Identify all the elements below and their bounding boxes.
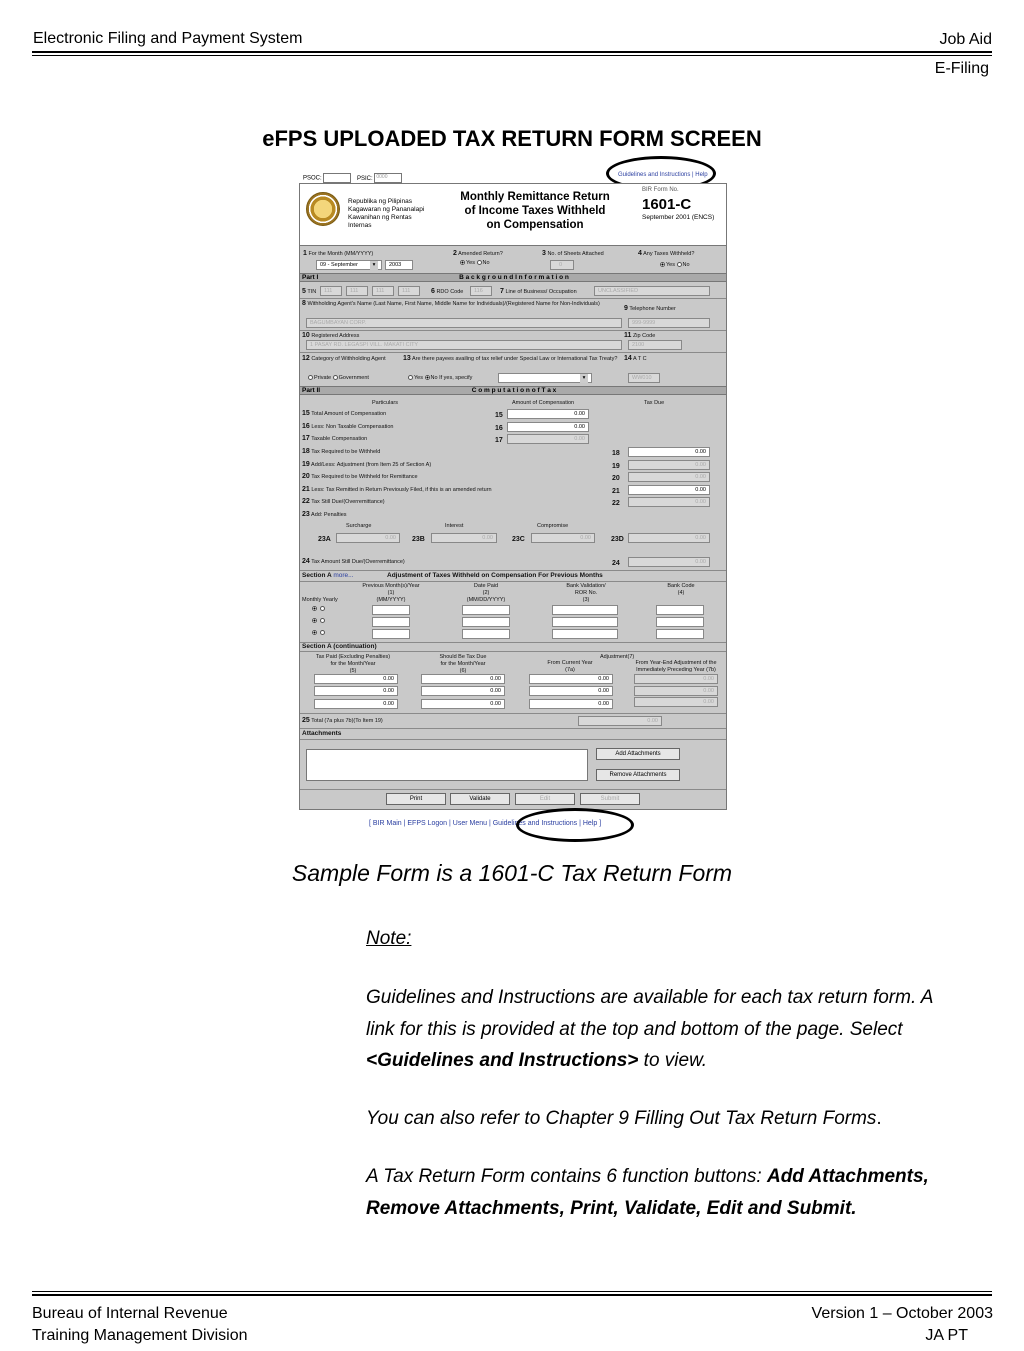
radio-icon[interactable]	[312, 606, 317, 611]
radio-icon[interactable]	[408, 375, 413, 380]
agency-line: Republika ng Pilipinas	[348, 198, 412, 205]
remittance-field[interactable]: 0.00	[628, 472, 710, 482]
form-caption: Sample Form is a 1601-C Tax Return Form	[291, 860, 733, 886]
taxable-field[interactable]: 0.00	[507, 434, 589, 444]
divider	[300, 570, 727, 571]
zip-label: Zip Code	[632, 333, 656, 339]
divider	[300, 713, 727, 714]
item-number: 21	[302, 486, 310, 493]
col-text: (5)	[349, 668, 357, 674]
item-number: 20	[302, 473, 310, 480]
radio-icon[interactable]	[477, 260, 482, 265]
note-paragraph-guidelines	[366, 982, 966, 1077]
sheets-label: No. of Sheets Attached	[547, 251, 604, 257]
col-text: (MM/YYYY)	[376, 597, 406, 603]
item-text: Tax Required to be Withheld for Remittance	[311, 474, 418, 480]
para-text: .	[876, 1108, 882, 1129]
col-text: Previous Month(s)/Year	[362, 583, 420, 589]
item-number: 25	[302, 717, 310, 724]
item25-label	[302, 717, 383, 725]
col-text: for the Month/Year	[440, 661, 486, 667]
phone-field[interactable]: 999-9999	[628, 318, 710, 328]
amended-radios[interactable]	[460, 260, 490, 267]
agent-label: Withholding Agent's Name (Last Name, First Name, Middle Name for Individuals)/(Registered Name for Non-Individuals)	[307, 301, 600, 307]
bank-validation-field[interactable]	[552, 605, 618, 615]
radio-icon[interactable]	[677, 262, 682, 267]
col-text: Date Paid	[473, 583, 499, 589]
year-end-field[interactable]: 0.00	[634, 686, 718, 696]
footer-division: Training Management Division	[32, 1327, 248, 1344]
item-number: 18	[302, 448, 310, 455]
category-label: Category of Withholding Agent	[311, 356, 386, 362]
item2-label: 2 Amended Return?	[453, 250, 503, 257]
col-date-paid	[460, 583, 512, 604]
radio-icon[interactable]	[308, 375, 313, 380]
note-paragraph-chapter	[366, 1103, 1006, 1135]
attachments-list[interactable]	[306, 749, 588, 781]
agency-line: Kawanihan ng Rentas	[348, 214, 412, 221]
bir-seal-icon	[306, 192, 340, 226]
psoc-field[interactable]	[323, 173, 351, 183]
chevron-down-icon[interactable]: ▾	[580, 374, 588, 383]
non-taxable-field[interactable]: 0.00	[507, 422, 589, 432]
agent-name-field[interactable]: BAGUMBAYAN CORP.	[306, 318, 622, 328]
col-text: (MM/DD/YYYY)	[466, 597, 506, 603]
atc-label: A T C	[633, 356, 647, 362]
no-label: No	[430, 375, 438, 381]
if-yes-label: If yes, specify	[439, 375, 473, 381]
edit-button[interactable]: Edit	[515, 793, 575, 805]
para-text: You can also refer to Chapter 9 Filling Out Tax Return Forms	[366, 1108, 877, 1129]
item9-label: 9 Telephone Number	[624, 305, 676, 312]
radio-icon[interactable]	[460, 260, 465, 265]
item-text: Taxable Compensation	[311, 436, 368, 442]
surcharge-field[interactable]: 0.00	[336, 533, 400, 543]
agency-line: Kagawaran ng Pananalapi	[348, 206, 425, 213]
rdo-field[interactable]: 116	[470, 286, 492, 296]
bank-validation-field[interactable]	[552, 629, 618, 639]
business-label: Line of Business/ Occupation	[505, 289, 577, 295]
month-value: 09 - September	[320, 262, 358, 268]
address-label: Registered Address	[311, 333, 360, 339]
ref-20: 20	[612, 475, 620, 482]
previously-remitted-field[interactable]: 0.00	[628, 485, 710, 495]
item13-label: 13 Are there payees availing of tax relief under Special Law or International Tax Treaty?	[403, 355, 618, 362]
phone-label: Telephone Number	[629, 306, 676, 312]
treaty-label: Are there payees availing of tax relief under Special Law or International Tax Treaty?	[412, 356, 618, 362]
remove-attachments-button[interactable]: Remove Attachments	[596, 769, 680, 781]
add-attachments-button[interactable]: Add Attachments	[596, 748, 680, 760]
divider	[300, 739, 727, 740]
period-radios[interactable]	[312, 630, 326, 637]
footer-org: Bureau of Internal Revenue	[32, 1305, 228, 1322]
tax-return-form	[299, 183, 727, 810]
item21-label	[302, 486, 492, 494]
part1-title: B a c k g r o u n d I n f o r m a t i o n	[459, 274, 569, 281]
no-label: No	[482, 260, 490, 266]
bank-code-field[interactable]	[656, 629, 704, 639]
item12-label: 12 Category of Withholding Agent	[302, 355, 386, 362]
compromise-field[interactable]: 0.00	[531, 533, 595, 543]
col-text: (1)	[387, 590, 395, 596]
business-field[interactable]: UNCLASSIFIED	[594, 286, 710, 296]
total-adjustment-field[interactable]: 0.00	[578, 716, 662, 726]
part1-bar	[300, 273, 727, 282]
col-tax-paid	[308, 654, 398, 675]
divider	[300, 352, 727, 353]
item1-label: 1 For the Month (MM/YYYY)	[303, 250, 374, 257]
item-text: Tax Amount Still Due/(Overremittance)	[311, 559, 405, 565]
item19-label	[302, 461, 431, 469]
category-radios[interactable]	[308, 375, 369, 382]
total-penalties-field[interactable]: 0.00	[628, 533, 710, 543]
taxes-withheld-label: Any Taxes Withheld?	[643, 251, 695, 257]
col-tax-due: Tax Due	[644, 400, 665, 406]
tin-field-2[interactable]: 111	[346, 286, 368, 296]
ref-23c: 23C	[512, 536, 525, 543]
year-end-field[interactable]: 0.00	[634, 674, 718, 684]
print-button[interactable]: Print	[386, 793, 446, 805]
divider	[300, 651, 727, 652]
item5-label: 5 TIN	[302, 288, 317, 295]
page-title: eFPS UPLOADED TAX RETURN FORM SCREEN	[262, 126, 762, 151]
col-text: for the Month/Year	[330, 661, 376, 667]
footer-code: JA PT	[925, 1327, 968, 1344]
radio-icon[interactable]	[333, 375, 338, 380]
month-select[interactable]	[316, 260, 382, 270]
col-text: Tax Paid (Excluding Penalties)	[315, 654, 391, 660]
header-rule-thin	[32, 55, 992, 56]
radio-icon[interactable]	[320, 606, 325, 611]
item6-label: 6 RDO Code	[431, 288, 464, 295]
note-paragraph-buttons	[366, 1161, 946, 1224]
item24-label	[302, 558, 405, 566]
tin-field-4[interactable]: 111	[398, 286, 420, 296]
item-text: Less: Non Taxable Compensation	[311, 424, 394, 430]
part2-title: C o m p u t a t i o n o f T a x	[471, 387, 557, 394]
atc-field[interactable]: WW010	[628, 373, 660, 383]
col-text: Bank Code	[667, 583, 695, 589]
zip-field[interactable]: 2100	[628, 340, 682, 350]
year-field[interactable]: 2003	[385, 260, 413, 270]
radio-icon[interactable]	[312, 630, 317, 635]
radio-icon[interactable]	[660, 262, 665, 267]
col-text: Bank Validation/	[566, 583, 606, 589]
agency-line: Internas	[348, 222, 372, 229]
ref-18: 18	[612, 450, 620, 457]
item20-label	[302, 473, 418, 481]
item11-label: 11 Zip Code	[624, 332, 656, 339]
footer-version: Version 1 – October 2003	[811, 1305, 993, 1322]
item14-label: 14 A T C	[624, 355, 647, 362]
form-header	[300, 184, 727, 246]
col-text: (4)	[677, 590, 685, 596]
ref-17: 17	[495, 437, 503, 444]
para-emphasis: Add Attachments, Remove Attachments, Print, Validate, Edit and Submit.	[366, 1166, 929, 1219]
date-paid-field[interactable]	[462, 605, 510, 615]
item16-label	[302, 423, 393, 431]
ref-24: 24	[612, 560, 620, 567]
footer-rule	[32, 1294, 992, 1296]
yes-label: Yes	[666, 262, 675, 268]
yes-label: Yes	[414, 375, 423, 381]
should-be-tax-field[interactable]: 0.00	[421, 686, 505, 696]
item-text: Tax Still Due/(Overremittance)	[311, 499, 385, 505]
psic-field[interactable]: 0000	[374, 173, 402, 183]
monthly-yearly-label: Monthly Yearly	[302, 597, 338, 603]
part1-label: Part I	[302, 274, 319, 281]
item3-label: 3 No. of Sheets Attached	[542, 250, 604, 257]
col-text: From Year-End Adjustment of the	[635, 660, 717, 666]
should-be-tax-field[interactable]: 0.00	[421, 699, 505, 709]
radio-icon[interactable]	[425, 375, 430, 380]
psic-label: PSIC:	[357, 175, 373, 182]
date-paid-field[interactable]	[462, 617, 510, 627]
section-a-more-link[interactable]: more...	[333, 572, 354, 579]
item-number: 19	[302, 461, 310, 468]
interest-label: Interest	[445, 523, 464, 529]
item-text: Total Amount of Compensation	[311, 411, 387, 417]
item15-label	[302, 410, 386, 418]
address-field[interactable]: 1 PASAY RD. LEGASPI VILL. MAKATI CITY	[306, 340, 622, 350]
interest-field[interactable]: 0.00	[431, 533, 497, 543]
ref-23a: 23A	[318, 536, 331, 543]
para-text: Guidelines and Instructions are available for each tax return form. A link for this is provided at the top and bottom of the page. Select	[366, 987, 933, 1040]
tax-paid-field[interactable]: 0.00	[314, 699, 398, 709]
item-text: Tax Required to be Withheld	[311, 449, 381, 455]
col-text: ROR No.	[574, 590, 598, 596]
item4-label: 4 Any Taxes Withheld?	[638, 250, 695, 257]
header-job-aid: Job Aid	[939, 31, 992, 48]
col-text: Should Be Tax Due	[439, 654, 487, 660]
attachments-label: Attachments	[302, 730, 342, 737]
current-year-field[interactable]: 0.00	[529, 674, 613, 684]
no-label: No	[682, 262, 690, 268]
part2-label: Part II	[302, 387, 321, 394]
item23-label: 23 Add: Penalties	[302, 511, 347, 518]
para-text: A Tax Return Form contains 6 function buttons:	[366, 1166, 767, 1187]
prev-month-field[interactable]	[372, 605, 410, 615]
col-bank-validation	[554, 583, 618, 604]
chevron-down-icon[interactable]: ▾	[370, 261, 378, 270]
compensation-total-field[interactable]: 0.00	[507, 409, 589, 419]
surcharge-label: Surcharge	[346, 523, 372, 529]
tin-field-1[interactable]: 111	[320, 286, 342, 296]
note-heading: Note:	[366, 928, 412, 949]
item-number: 16	[302, 423, 310, 430]
item18-label	[302, 448, 380, 456]
radio-icon[interactable]	[320, 630, 325, 635]
treaty-radios[interactable]	[408, 375, 472, 382]
month-label: For the Month (MM/YYYY)	[308, 251, 374, 257]
section-a-rows	[300, 605, 727, 645]
withheld-radios[interactable]	[660, 262, 690, 269]
validate-button[interactable]: Validate	[450, 793, 510, 805]
item-number: 15	[302, 410, 310, 417]
header-e-filing: E-Filing	[934, 60, 989, 77]
item-text: Add/Less: Adjustment (from Item 25 of Section A)	[311, 462, 432, 468]
divider	[300, 728, 727, 729]
item-text: Less: Tax Remitted in Return Previously Filed, if this is an amended return	[311, 487, 492, 493]
bank-code-field[interactable]	[656, 617, 704, 627]
penalties-label: Add: Penalties	[311, 512, 347, 518]
divider	[300, 330, 727, 331]
section-a-title: Adjustment of Taxes Withheld on Compensation For Previous Months	[387, 572, 603, 579]
item7-label: 7 Line of Business/ Occupation	[500, 288, 577, 295]
form-top-row	[303, 173, 402, 183]
ref-23b: 23B	[412, 536, 425, 543]
ref-16: 16	[495, 425, 503, 432]
tax-paid-field[interactable]: 0.00	[314, 686, 398, 696]
col-text: (2)	[482, 590, 490, 596]
current-year-field[interactable]: 0.00	[529, 699, 613, 709]
private-label: Private	[314, 375, 332, 381]
tax-still-due-field[interactable]: 0.00	[628, 497, 710, 507]
should-be-tax-field[interactable]: 0.00	[421, 674, 505, 684]
col-particulars: Particulars	[372, 400, 398, 406]
current-year-field[interactable]: 0.00	[529, 686, 613, 696]
ref-19: 19	[612, 463, 620, 470]
header-doc-title: Electronic Filing and Payment System	[33, 30, 303, 47]
item8-label: 8 Withholding Agent's Name (Last Name, First Name, Middle Name for Individuals)/(Registered Name for Non-Individuals)	[302, 300, 600, 307]
col-year-end	[628, 660, 724, 674]
tax-paid-field[interactable]: 0.00	[314, 674, 398, 684]
ref-23d: 23D	[611, 536, 624, 543]
item17-label	[302, 435, 367, 443]
prev-month-field[interactable]	[372, 617, 410, 627]
ref-22: 22	[612, 500, 620, 507]
amount-still-due-field[interactable]: 0.00	[628, 557, 710, 567]
col-text: (6)	[459, 668, 467, 674]
sheets-field[interactable]: 0	[550, 260, 574, 270]
section-a-label: Section A	[302, 572, 332, 579]
footer-rule-thin	[32, 1291, 992, 1292]
yes-label: Yes	[466, 260, 475, 266]
year-end-field[interactable]: 0.00	[634, 697, 718, 707]
tin-label: TIN	[307, 289, 317, 295]
item22-label	[302, 498, 385, 506]
compromise-label: Compromise	[537, 523, 569, 529]
tin-field-3[interactable]: 111	[372, 286, 394, 296]
form-no-label: BIR Form No.	[642, 187, 679, 193]
para-text: to view.	[638, 1050, 708, 1071]
bank-validation-field[interactable]	[552, 617, 618, 627]
ref-15: 15	[495, 412, 503, 419]
item-text: Total (7a plus 7b)(To Item 19)	[311, 718, 383, 724]
form-title-line: of Income Taxes Withheld	[464, 205, 606, 217]
radio-icon[interactable]	[320, 618, 325, 623]
col-current-year	[538, 660, 602, 674]
item-number: 17	[302, 435, 310, 442]
form-version: September 2001 (ENCS)	[642, 214, 715, 221]
treaty-select[interactable]	[498, 373, 592, 383]
col-text: From Current Year	[547, 660, 593, 666]
section-a-header	[302, 572, 354, 579]
period-radios[interactable]	[312, 618, 326, 625]
item-number: 22	[302, 498, 310, 505]
para-emphasis: <Guidelines and Instructions>	[366, 1050, 639, 1071]
top-guidelines-link[interactable]: Guidelines and Instructions | Help	[618, 172, 708, 178]
highlight-circle-bottom	[516, 808, 634, 842]
col-text: Immediately Preceding Year (7b)	[636, 667, 716, 673]
divider	[300, 789, 727, 790]
col-bank-code	[656, 583, 706, 597]
prev-month-field[interactable]	[372, 629, 410, 639]
bank-code-field[interactable]	[656, 605, 704, 615]
radio-icon[interactable]	[312, 618, 317, 623]
period-radios[interactable]	[312, 606, 326, 613]
ref-21: 21	[612, 488, 620, 495]
header-rule	[32, 51, 992, 53]
col-adjustment: Adjustment(7)	[600, 654, 635, 660]
form-title	[440, 190, 630, 232]
item-number: 24	[302, 558, 310, 565]
bottom-nav-links[interactable]: [ BIR Main | EFPS Logon | User Menu | Guidelines and Instructions | Help ]	[369, 820, 602, 827]
tax-withheld-field[interactable]: 0.00	[628, 447, 710, 457]
form-title-line: on Compensation	[486, 219, 584, 231]
government-label: Government	[338, 375, 369, 381]
col-amount: Amount of Compensation	[512, 400, 575, 406]
col-text: (7a)	[565, 667, 575, 673]
col-should-be-tax	[428, 654, 498, 675]
submit-button[interactable]: Submit	[580, 793, 640, 805]
item10-label: 10 Registered Address	[302, 332, 360, 339]
form-title-line: Monthly Remittance Return	[460, 191, 610, 203]
amended-label: Amended Return?	[458, 251, 503, 257]
divider	[300, 581, 727, 582]
agency-name	[348, 198, 438, 230]
rdo-label: RDO Code	[436, 289, 464, 295]
adjustment-field[interactable]: 0.00	[628, 460, 710, 470]
psoc-label: PSOC:	[303, 175, 322, 182]
col-prev-month	[360, 583, 422, 604]
divider	[300, 298, 727, 299]
section-a-cont-label: Section A (continuation)	[302, 643, 377, 650]
form-number: 1601-C	[642, 196, 692, 213]
col-text: (3)	[582, 597, 590, 603]
part2-bar	[300, 386, 727, 395]
date-paid-field[interactable]	[462, 629, 510, 639]
